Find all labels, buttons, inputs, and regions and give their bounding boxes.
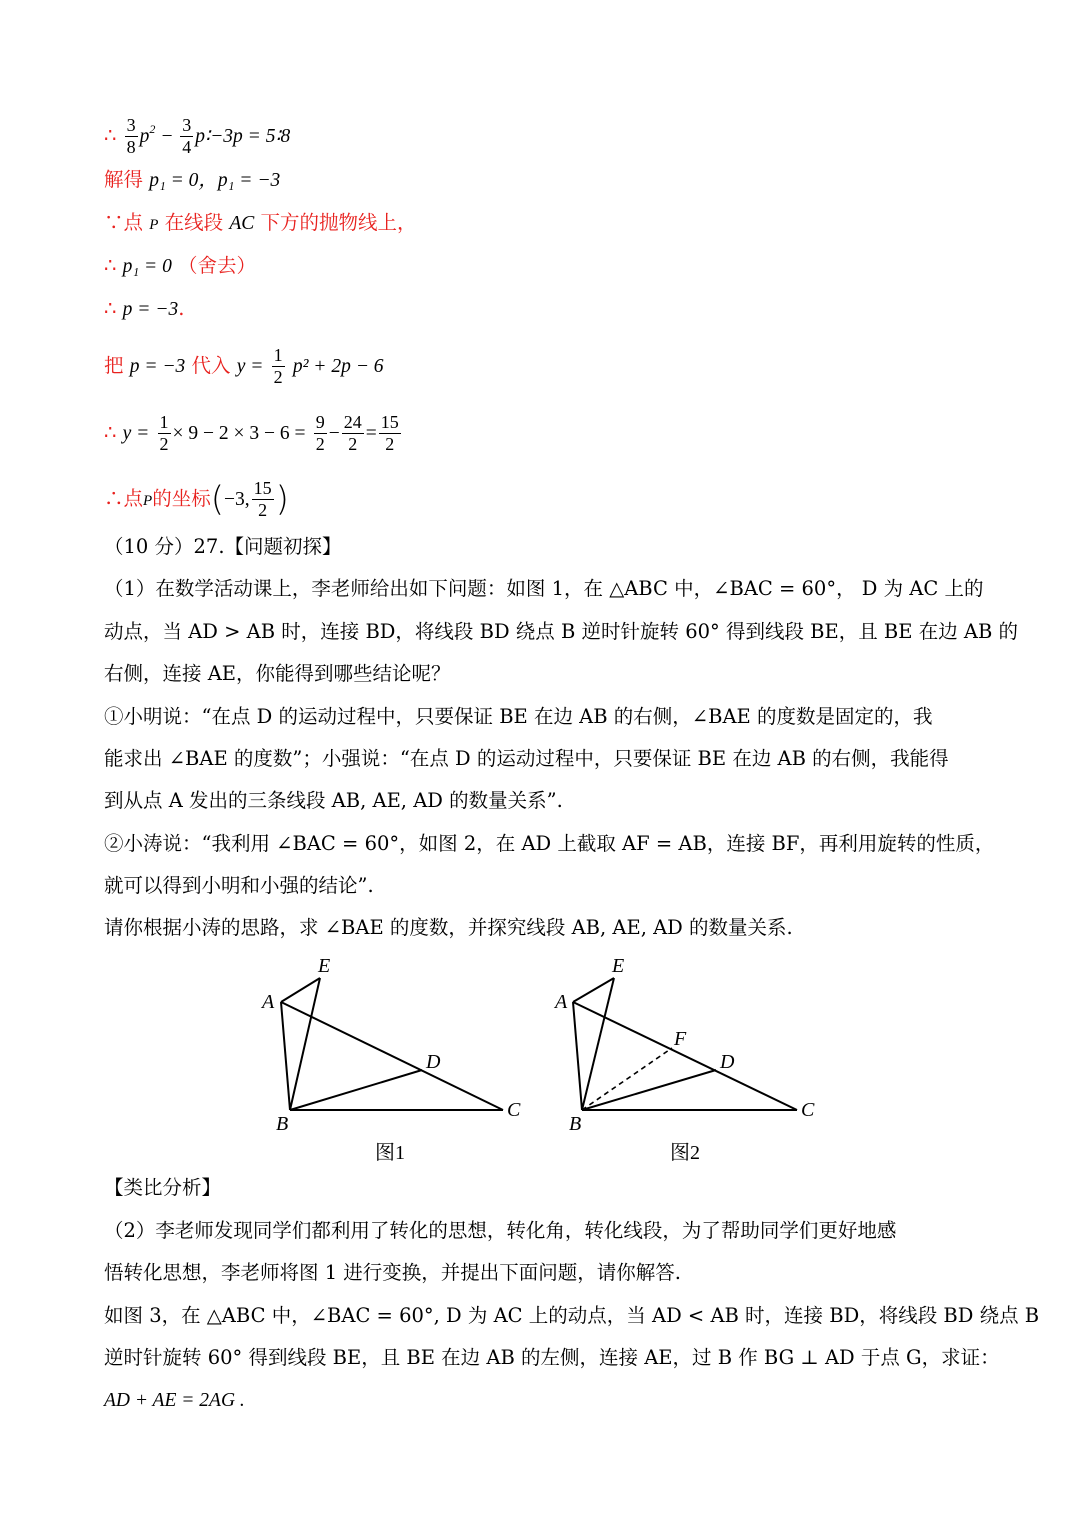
point-label-A: A <box>262 991 275 1013</box>
fraction <box>158 412 171 455</box>
fraction <box>379 412 401 455</box>
discard-note: （舍去） <box>178 254 257 277</box>
solve-label: 解得 <box>104 168 144 191</box>
equals: = <box>365 423 377 444</box>
problem-text: ①小明说：“在点 D 的运动过程中，只要保证 BE 在边 AB 的右侧，∠BAE 的度数是固定的，我 <box>104 705 933 728</box>
denominator: 2 <box>159 434 169 454</box>
numerator: 24 <box>343 412 362 432</box>
problem-text: 逆时针旋转 60° 得到线段 BE，且 BE 在边 AB 的左侧，连接 AE，过 B 作 BG ⊥ AD 于点 G，求证： <box>104 1346 1000 1369</box>
numerator: 3 <box>126 115 136 135</box>
problem-text: 悟转化思想，李老师将图 1 进行变换，并提出下面问题，请你解答. <box>104 1261 682 1284</box>
fraction <box>252 478 274 521</box>
problem-text: 到从点 A 发出的三条线段 AB, AE, AD 的数量关系”. <box>104 789 563 812</box>
math-expression: p₁ = 0，p₁ = −3 <box>149 170 281 191</box>
solution-line-discard <box>104 253 256 280</box>
math-expression: p∶−3p = 5∶8 <box>195 126 291 147</box>
fraction <box>180 115 193 158</box>
coordinate <box>210 478 289 520</box>
numerator: 15 <box>253 478 272 498</box>
math-expression: p² + 2p − 6 <box>292 356 384 377</box>
segment-AB <box>281 1002 290 1110</box>
segment-BE <box>290 978 320 1110</box>
segment-AE <box>281 978 320 1002</box>
segment-AB <box>573 1002 582 1110</box>
numerator: 15 <box>380 412 399 432</box>
problem-text: 动点，当 AD > AB 时，连接 BD，将线段 BD 绕点 B 逆时针旋转 60° 得到线段 BE，且 BE 在边 AB 的 <box>104 620 1019 643</box>
point-label-D: D <box>720 1051 735 1073</box>
problem-text: 就可以得到小明和小强的结论”. <box>104 874 374 897</box>
minus: − <box>328 423 340 444</box>
section-header: 【类比分析】 <box>104 1176 222 1199</box>
solution-line-substitute <box>104 345 384 388</box>
numerator: 9 <box>315 412 325 432</box>
math-expression: × 9 − 2 × 3 − 6 = <box>172 423 306 444</box>
text: 下方的抛物线上， <box>260 211 417 234</box>
point-label-D: D <box>426 1051 441 1073</box>
math-expression: p₁ = 0 <box>122 256 172 277</box>
numerator: 1 <box>159 412 169 432</box>
problem-text: 右侧，连接 AE，你能得到哪些结论呢？ <box>104 662 451 685</box>
problem-text: 能求出 ∠BAE 的度数”；小强说：“在点 D 的运动过程中，只要保证 BE 在边 AB 的右侧，我能得 <box>104 747 949 770</box>
math-expression: p = −3 <box>129 356 186 377</box>
denominator: 2 <box>258 500 268 520</box>
point-label-B: B <box>276 1113 289 1135</box>
point-label-B: B <box>569 1113 582 1135</box>
math-p-squared: $p^2$ − <box>139 122 179 147</box>
denominator: 8 <box>126 137 136 157</box>
math-expression: y = <box>122 423 150 444</box>
figure-1 <box>281 978 503 1110</box>
segment-BD <box>582 1070 716 1110</box>
fraction <box>125 115 138 158</box>
problem-text: （1）在数学活动课上，李老师给出如下问题：如图 1，在 △ABC 中，∠BAC = 60°， D 为 AC 上的 <box>104 577 984 600</box>
problem-text: （2）李老师发现同学们都利用了转化的思想，转化角，转化线段，为了帮助同学们更好地感 <box>104 1219 897 1242</box>
point-label-F: F <box>674 1028 687 1050</box>
problem-header: （10 分）27.【问题初探】 <box>104 535 342 558</box>
segment-AC <box>281 1002 503 1110</box>
solution-line-solve <box>104 167 280 194</box>
text: 的坐标 <box>152 487 211 510</box>
figure-2-labels <box>553 955 815 1135</box>
segment-AE <box>573 978 614 1002</box>
point-label-E: E <box>318 955 331 977</box>
therefore-symbol: ∴ <box>104 254 117 277</box>
segment-BE <box>582 978 614 1110</box>
denominator: 2 <box>348 434 358 454</box>
problem-text: 请你根据小涛的思路，求 ∠BAE 的度数，并探究线段 AB, AE, AD 的数量关系. <box>104 916 793 939</box>
denominator: 2 <box>315 434 325 454</box>
figure-2-caption: 图2 <box>670 1142 700 1164</box>
denominator: 4 <box>182 137 192 157</box>
problem-text: ②小涛说：“我利用 ∠BAC = 60°，如图 2，在 AD 上截取 AF = AB，连接 BF，再利用旋转的性质， <box>104 832 995 855</box>
math-var: P <box>143 493 153 509</box>
fraction <box>272 345 285 388</box>
therefore-symbol: ∴ <box>104 421 117 444</box>
math-var: p <box>139 126 150 147</box>
math-var: AC <box>229 213 255 234</box>
solution-line-because <box>104 210 416 238</box>
math-var: P <box>149 217 159 233</box>
text: 把 <box>104 354 124 377</box>
text: 代入 <box>191 354 231 377</box>
math-expression: p = −3 <box>122 299 179 320</box>
figure-1-caption: 图1 <box>375 1142 405 1164</box>
math-expression: −3, <box>223 489 250 510</box>
denominator: 2 <box>385 434 395 454</box>
left-paren: ( <box>210 479 224 520</box>
solution-line-ratio <box>104 115 290 158</box>
proof-goal: AD + AE = 2AG . <box>104 1390 245 1411</box>
fraction <box>342 412 364 455</box>
fraction <box>314 412 327 455</box>
right-paren: ) <box>275 479 289 520</box>
point-label-C: C <box>507 1099 521 1121</box>
text: ∴点 <box>104 487 144 510</box>
superscript: 2 <box>149 122 156 136</box>
because-text: ∵点 <box>104 211 144 234</box>
therefore-symbol: ∴ <box>104 297 117 320</box>
therefore-symbol: ∴ <box>104 124 117 147</box>
math-expression: y = <box>236 356 264 377</box>
text: 在线段 <box>164 211 224 234</box>
numerator: 1 <box>273 345 283 365</box>
solution-line-compute <box>104 412 403 455</box>
geometry-figures <box>0 940 1080 1180</box>
point-label-E: E <box>612 955 625 977</box>
segment-BD <box>290 1070 422 1110</box>
point-label-A: A <box>555 991 568 1013</box>
point-label-C: C <box>801 1099 815 1121</box>
denominator: 2 <box>273 367 283 387</box>
numerator: 3 <box>182 115 192 135</box>
solution-line-coordinates <box>104 478 289 521</box>
period: . <box>178 297 185 320</box>
solution-line-p-value <box>104 296 184 323</box>
problem-text: 如图 3，在 △ABC 中，∠BAC = 60°, D 为 AC 上的动点，当 AD < AB 时，连接 BD，将线段 BD 绕点 B <box>104 1304 1040 1327</box>
